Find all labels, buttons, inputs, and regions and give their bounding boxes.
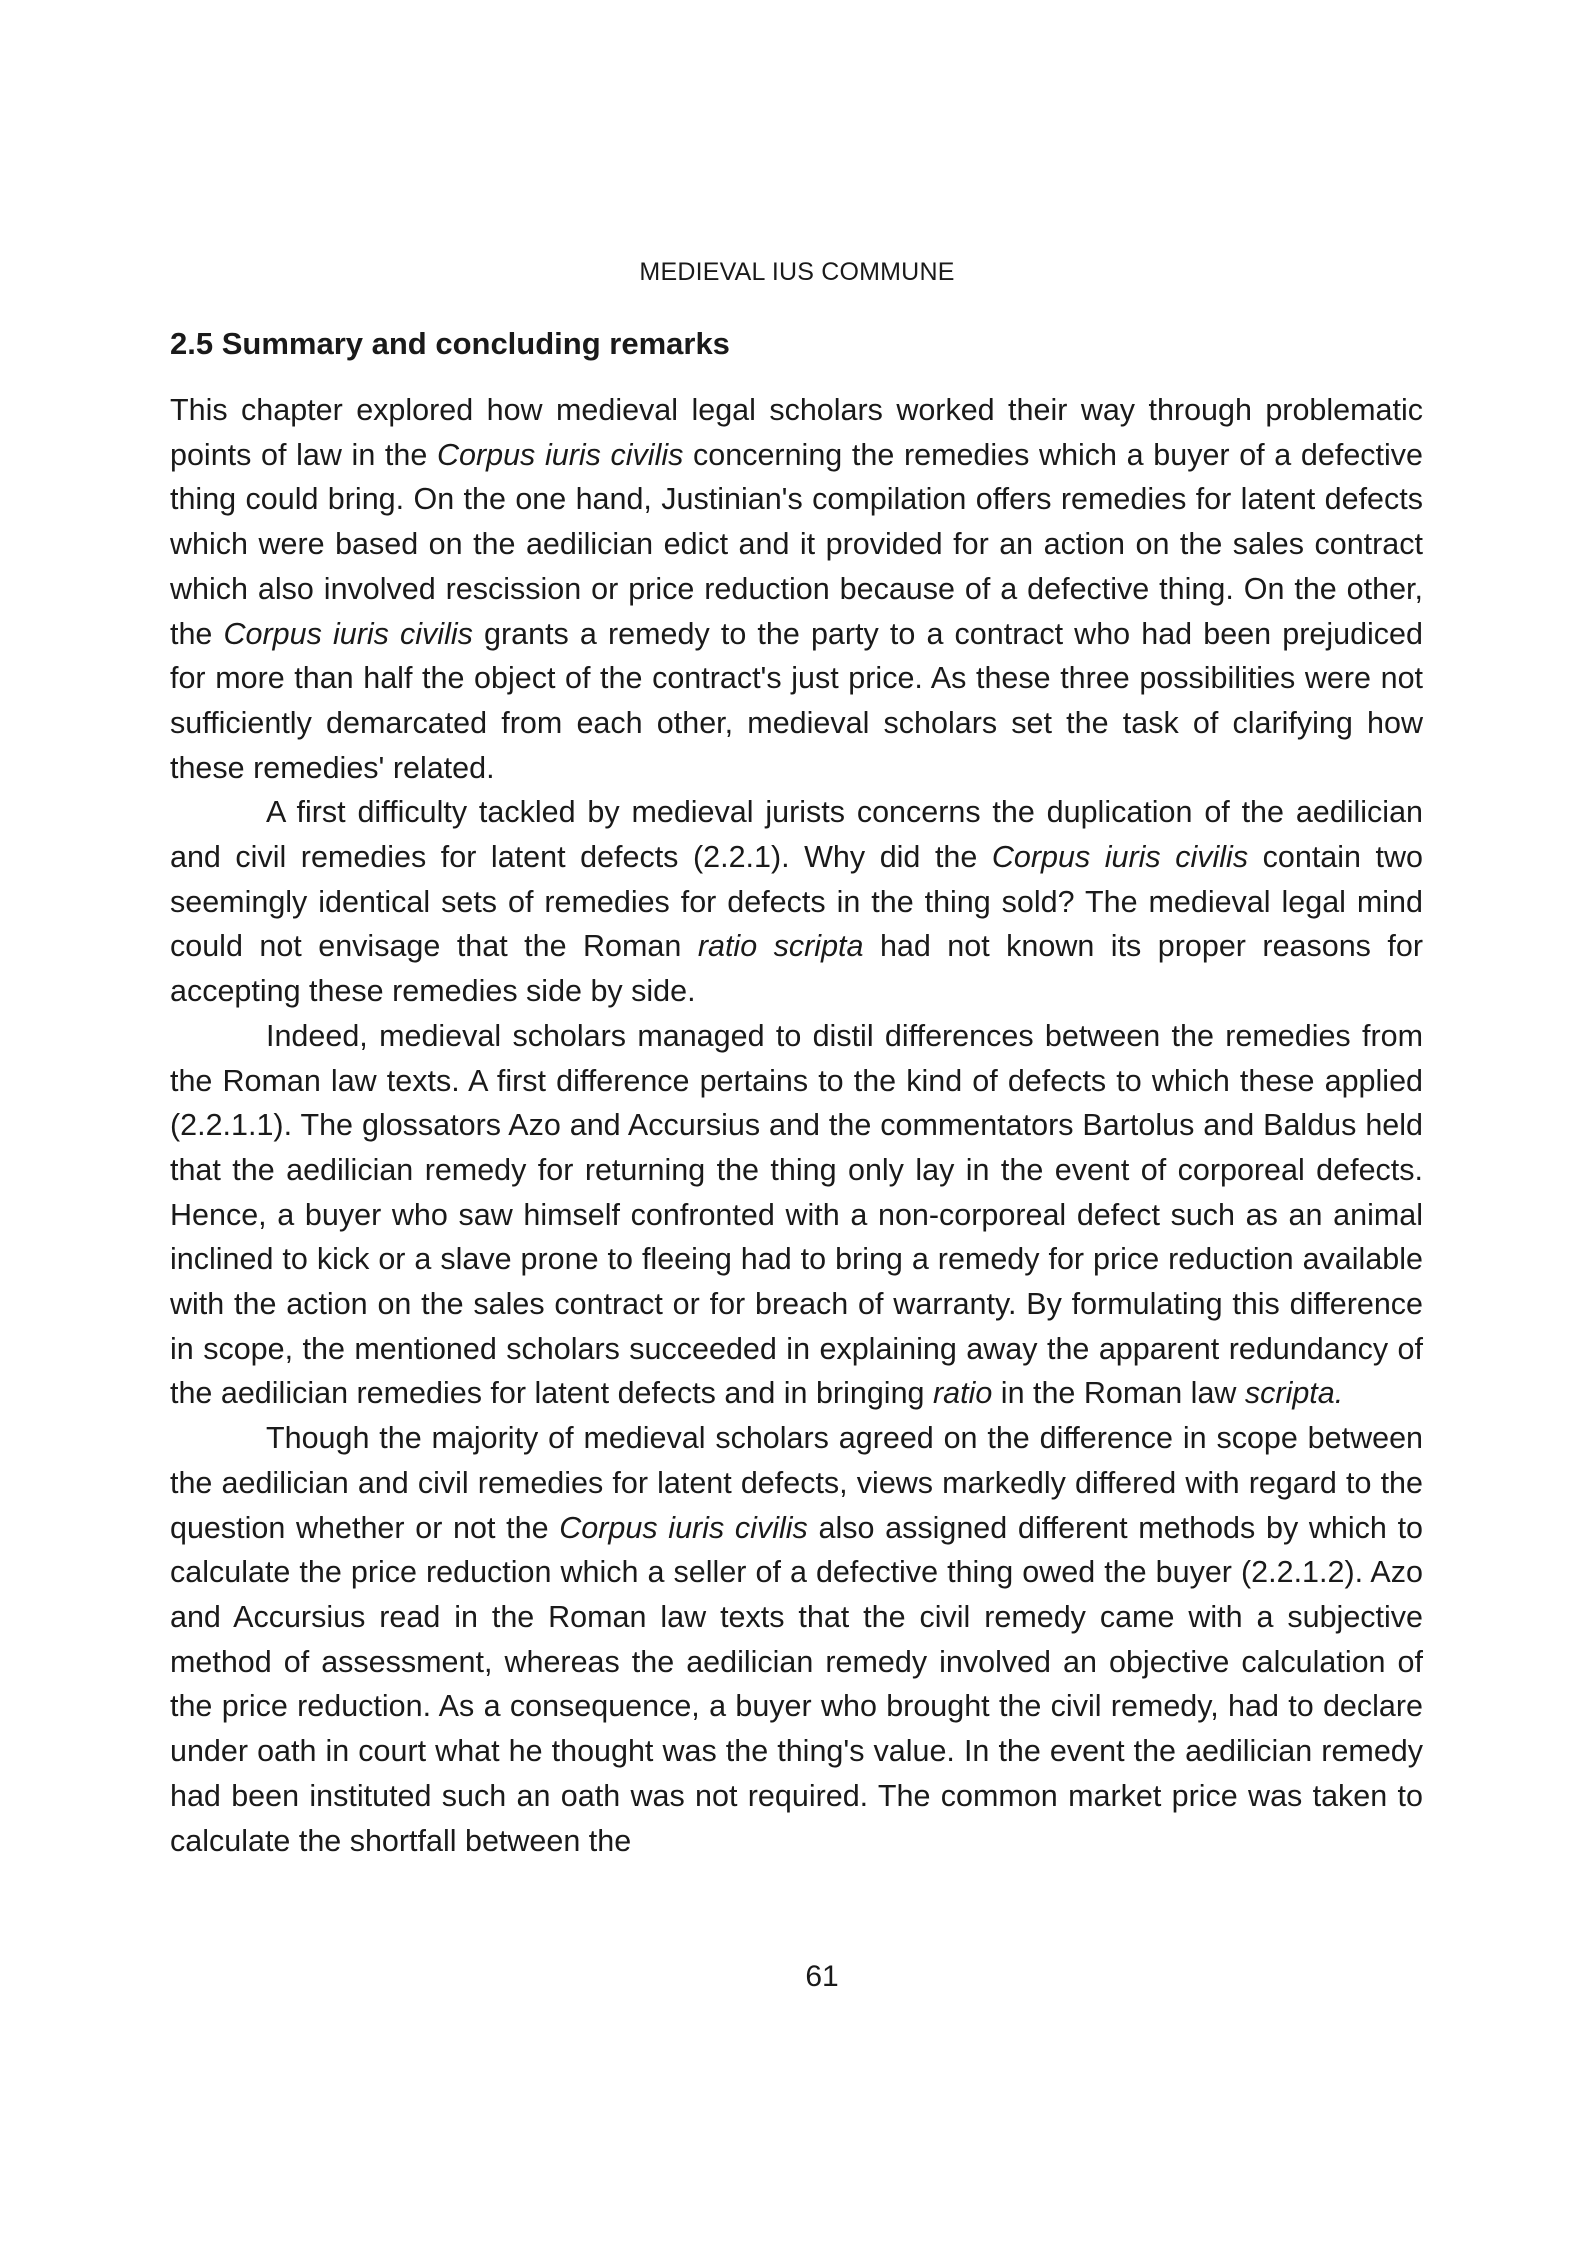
running-header: MEDIEVAL IUS COMMUNE	[639, 258, 955, 286]
italic-term: Corpus iuris civilis	[559, 1510, 808, 1545]
italic-term: ratio scripta	[697, 929, 864, 964]
text-run: had not known its proper reasons for accepting these remedies side by side.	[170, 929, 1423, 1009]
page-number: 61	[805, 1960, 839, 1993]
italic-term: Corpus iuris civilis	[436, 437, 684, 472]
paragraph-1	[170, 388, 1423, 790]
italic-term: Corpus iuris civilis	[991, 840, 1249, 875]
text-run: Though the majority of medieval scholars agreed on the difference in scope between the aedilician and civil remedies for latent defects, views markedly differed with regard to the question whether or not the	[170, 1421, 1423, 1545]
text-run: in the Roman law	[992, 1376, 1245, 1411]
italic-term: scripta.	[1244, 1376, 1344, 1411]
text-run: A first difficulty tackled by medieval jurists concerns the duplication of the aedilician and civil remedies for latent defects (2.2.1). Why did the	[170, 795, 1423, 875]
paragraph-2	[170, 790, 1423, 1014]
section-heading: 2.5 Summary and concluding remarks	[170, 326, 730, 361]
text-run: This chapter explored how medieval legal scholars worked their way through problematic points of law in the	[170, 393, 1423, 472]
text-run: grants a remedy to the party to a contract who had been prejudiced for more than half the object of the contract's just price. As these three possibilities were not sufficiently demarcated from each other, medieval scholars set the task of clarifying how these remedies' related.	[170, 616, 1423, 785]
text-run: contain two seemingly identical sets of remedies for defects in the thing sold? The medieval legal mind could not envisage that the Roman	[170, 840, 1423, 964]
body-text	[170, 388, 1423, 1863]
paragraph-3	[170, 1014, 1423, 1416]
text-run: also assigned different methods by which to calculate the price reduction which a seller of a defective thing owed the buyer (2.2.1.2). Azo and Accursius read in the Roman law texts that the civil remedy came with a subjective method of assessment, whereas the aedilician remedy involved an objective calculation of the price reduction. As a consequence, a buyer who brought the civil remedy, had to declare under oath in court what he thought was the thing's value. In the event the aedilician remedy had been instituted such an oath was not required. The common market price was taken to calculate the shortfall between the	[170, 1510, 1424, 1858]
italic-term: ratio	[932, 1376, 993, 1411]
italic-term: Corpus iuris civilis	[223, 616, 473, 651]
paragraph-4	[170, 1416, 1423, 1863]
text-run: concerning the remedies which a buyer of a defective thing could bring. On the one hand, Justinian's compilation offers remedies for latent defects which were based on the aedilician edict and it provided for an action on the sales contract which also involved rescission or price reduction because of a defective thing. On the other, the	[170, 437, 1423, 651]
text-run: Indeed, medieval scholars managed to distil differences between the remedies from the Roman law texts. A first difference pertains to the kind of defects to which these applied (2.2.1.1). The glossators Azo and Accursius and the commentators Bartolus and Baldus held that the aedilician remedy for returning the thing only lay in the event of corporeal defects. Hence, a buyer who saw himself confronted with a non-corporeal defect such as an animal inclined to kick or a slave prone to fleeing had to bring a remedy for price reduction available with the action on the sales contract or for breach of warranty. By formulating this difference in scope, the mentioned scholars succeeded in explaining away the apparent redundancy of the aedilician remedies for latent defects and in bringing	[170, 1018, 1423, 1411]
